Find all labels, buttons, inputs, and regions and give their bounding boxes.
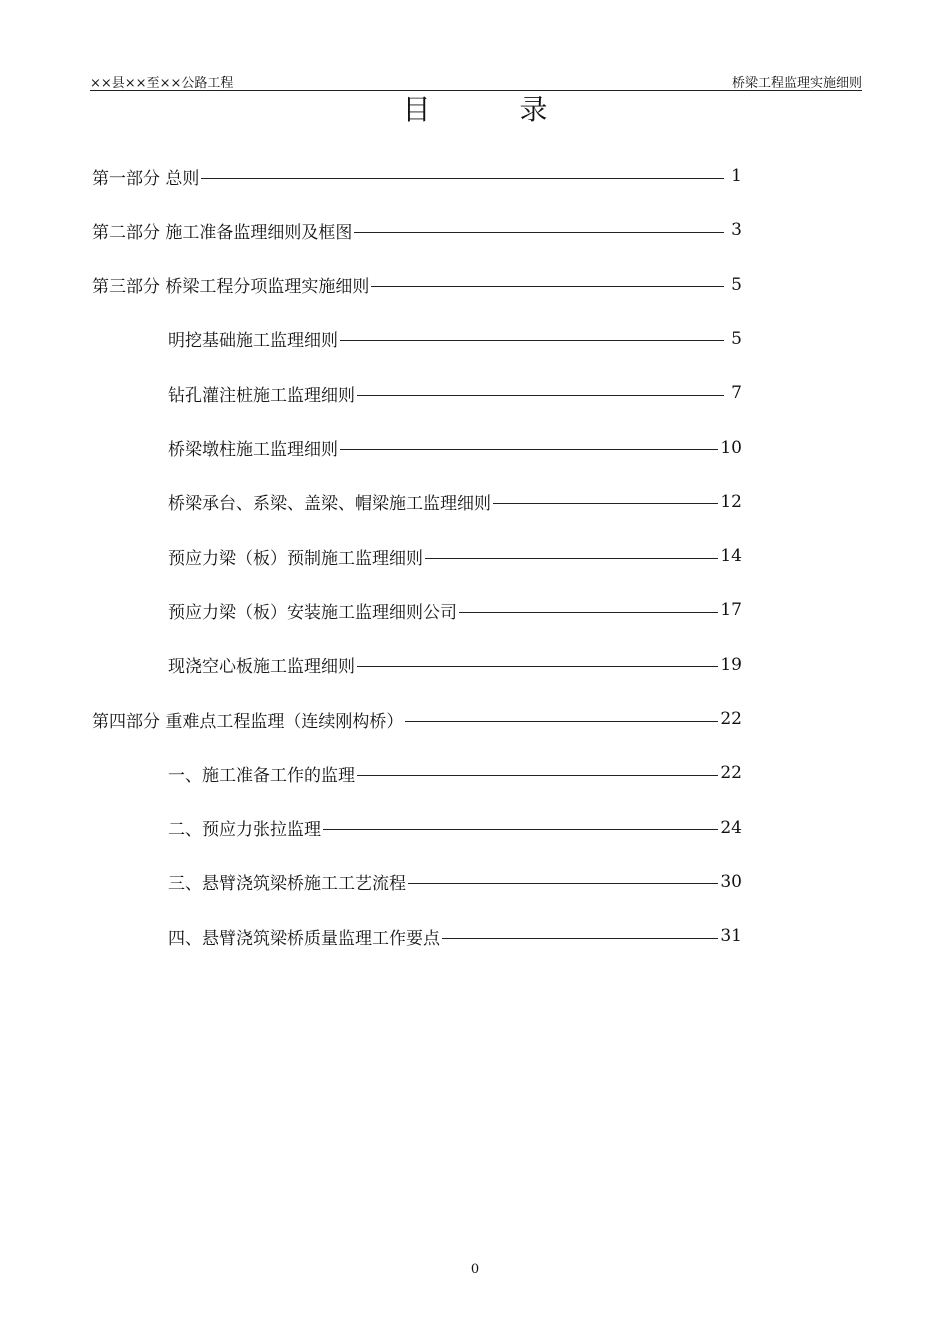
toc-entry-page: 22 <box>720 763 742 784</box>
toc-leader-line <box>357 666 718 667</box>
toc-entry[interactable] <box>92 164 742 188</box>
toc-entry-page: 5 <box>731 274 742 295</box>
toc-entry-page: 24 <box>720 817 742 838</box>
toc-entry-label: 预应力梁（板）安装施工监理细则公司 <box>168 602 457 623</box>
toc-entry[interactable] <box>168 598 742 622</box>
toc-entry[interactable] <box>168 490 742 514</box>
toc-entry[interactable] <box>168 381 742 405</box>
page-number: 0 <box>470 1262 480 1277</box>
toc-leader-line <box>323 829 718 830</box>
toc-entry-label: 钻孔灌注桩施工监理细则 <box>168 385 355 406</box>
header-document-name: 桥梁工程监理实施细则 <box>731 76 862 91</box>
toc-leader-line <box>354 232 724 233</box>
toc-entry[interactable] <box>168 761 742 785</box>
toc-entry[interactable] <box>92 273 742 297</box>
toc-leader-line <box>357 775 718 776</box>
toc-leader-line <box>493 503 718 504</box>
toc-leader-line <box>201 178 724 179</box>
toc-entry[interactable] <box>168 870 742 894</box>
toc-entry[interactable] <box>168 924 742 948</box>
toc-entry[interactable] <box>92 218 742 242</box>
toc-entry-page: 3 <box>731 220 742 241</box>
toc-entry-label: 第一部分 总则 <box>92 168 200 189</box>
toc-entry-label: 二、预应力张拉监理 <box>168 820 321 841</box>
toc-leader-line <box>371 286 724 287</box>
toc-entry-page: 10 <box>720 437 742 458</box>
toc-entry[interactable] <box>168 327 742 351</box>
toc-entry-label: 预应力梁（板）预制施工监理细则 <box>168 548 423 569</box>
toc-entry-page: 17 <box>720 600 742 621</box>
header-project-name: ××县××至××公路工程 <box>90 76 234 91</box>
toc-entry-label: 明挖基础施工监理细则 <box>168 331 338 352</box>
toc-entry-label: 桥梁墩柱施工监理细则 <box>168 440 338 460</box>
toc-entry-page: 1 <box>731 166 742 186</box>
toc-entry-page: 12 <box>720 491 742 512</box>
toc-entry-page: 22 <box>720 709 742 729</box>
toc-entry-label: 一、施工准备工作的监理 <box>168 765 355 786</box>
toc-entry[interactable] <box>168 816 742 840</box>
toc-entry-label: 第二部分 施工准备监理细则及框图 <box>92 222 353 243</box>
toc-entry-label: 三、悬臂浇筑梁桥施工工艺流程 <box>168 874 406 895</box>
toc-entry-page: 31 <box>720 926 742 947</box>
toc-entry-page: 19 <box>720 654 742 675</box>
toc-entry-label: 第三部分 桥梁工程分项监理实施细则 <box>92 277 370 298</box>
toc-entry-page: 7 <box>731 383 742 404</box>
toc-leader-line <box>340 449 718 450</box>
toc-entry-page: 30 <box>720 871 742 892</box>
toc-leader-line <box>408 883 718 884</box>
toc-entry[interactable] <box>168 436 742 460</box>
toc-leader-line <box>459 612 718 613</box>
toc-entry-page: 14 <box>720 546 742 567</box>
toc-entry-label: 现浇空心板施工监理细则 <box>168 657 355 678</box>
toc-entry-label: 桥梁承台、系梁、盖梁、帽梁施工监理细则 <box>168 494 491 515</box>
toc-entry-page: 5 <box>731 328 742 349</box>
toc-entry-label: 第四部分 重难点工程监理（连续刚构桥） <box>92 711 404 732</box>
toc-leader-line <box>425 558 718 559</box>
toc-entry[interactable] <box>92 707 742 731</box>
toc-leader-line <box>405 721 718 722</box>
toc-entry[interactable] <box>168 544 742 568</box>
toc-leader-line <box>340 340 724 341</box>
toc-leader-line <box>357 395 724 396</box>
toc-title: 目 录 <box>402 93 588 126</box>
toc-entry[interactable] <box>168 653 742 677</box>
toc-leader-line <box>442 938 718 939</box>
toc-entry-label: 四、悬臂浇筑梁桥质量监理工作要点 <box>168 928 440 949</box>
